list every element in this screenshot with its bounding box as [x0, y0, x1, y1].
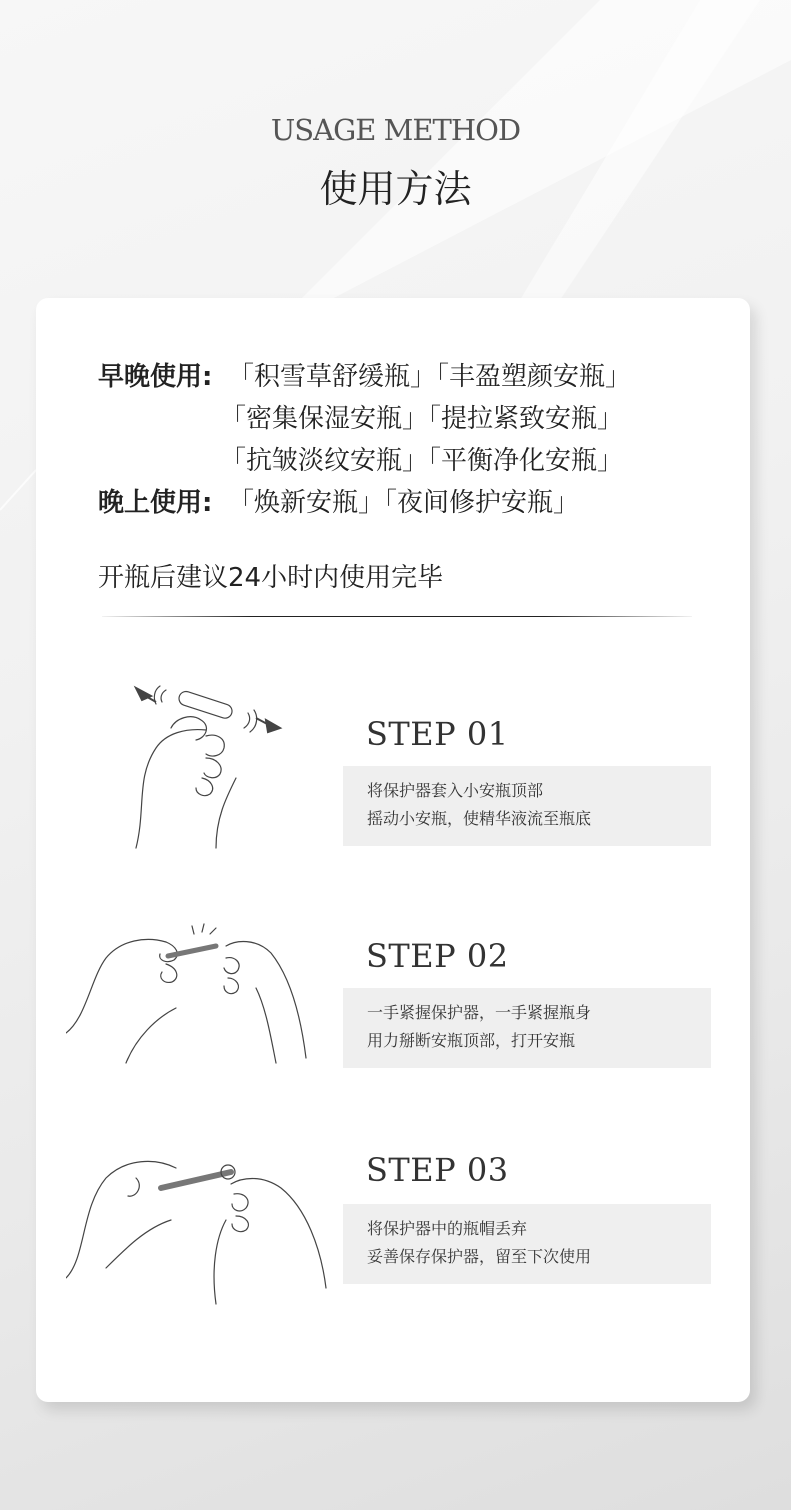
step-01-line-2: 摇动小安瓶，使精华液流至瓶底 [367, 809, 592, 828]
step-02-line-2: 用力掰断安瓶顶部，打开安瓶 [367, 1031, 576, 1050]
step-02-line-1: 一手紧握保护器，一手紧握瓶身 [367, 1003, 592, 1022]
usage-row-night [98, 482, 631, 524]
page-header [0, 110, 791, 214]
step-01-title: STEP 01 [366, 715, 509, 753]
step-02-title: STEP 02 [366, 937, 509, 975]
usage-row-morning-night [98, 356, 631, 398]
hands-removing-cap-icon [66, 1128, 336, 1308]
usage-row-morning-night-3 [98, 440, 631, 482]
page-title-cn: 使用方法 [319, 167, 472, 211]
step-03-line-2: 妥善保存保护器，留至下次使用 [367, 1247, 592, 1266]
step-03-instructions [343, 1204, 711, 1284]
usage-row-morning-night-2 [98, 398, 631, 440]
step-01-line-1: 将保护器套入小安瓶顶部 [367, 781, 544, 800]
page-title-en: USAGE METHOD [270, 113, 521, 147]
usage-note: 开瓶后建议24小时内使用完毕 [98, 563, 444, 593]
step-01-instructions [343, 766, 711, 846]
morning-night-products-3: 「抗皱淡纹安瓶」「平衡净化安瓶」 [220, 446, 624, 476]
step-02-instructions [343, 988, 711, 1068]
morning-night-label: 早晚使用: [98, 362, 213, 392]
usage-card [36, 298, 750, 1402]
divider [102, 616, 692, 617]
hands-snapping-ampoule-icon [66, 898, 336, 1078]
morning-night-products-1: 「积雪草舒缓瓶」「丰盈塑颜安瓶」 [228, 362, 632, 392]
night-label: 晚上使用: [98, 488, 213, 518]
night-products: 「焕新安瓶」「夜间修护安瓶」 [228, 488, 580, 518]
step-03-title: STEP 03 [366, 1151, 509, 1189]
usage-schedule [98, 356, 631, 524]
step-03-line-1: 将保护器中的瓶帽丢弃 [367, 1219, 528, 1238]
morning-night-products-2: 「密集保湿安瓶」「提拉紧致安瓶」 [220, 404, 624, 434]
hand-shaking-ampoule-icon [66, 678, 336, 858]
